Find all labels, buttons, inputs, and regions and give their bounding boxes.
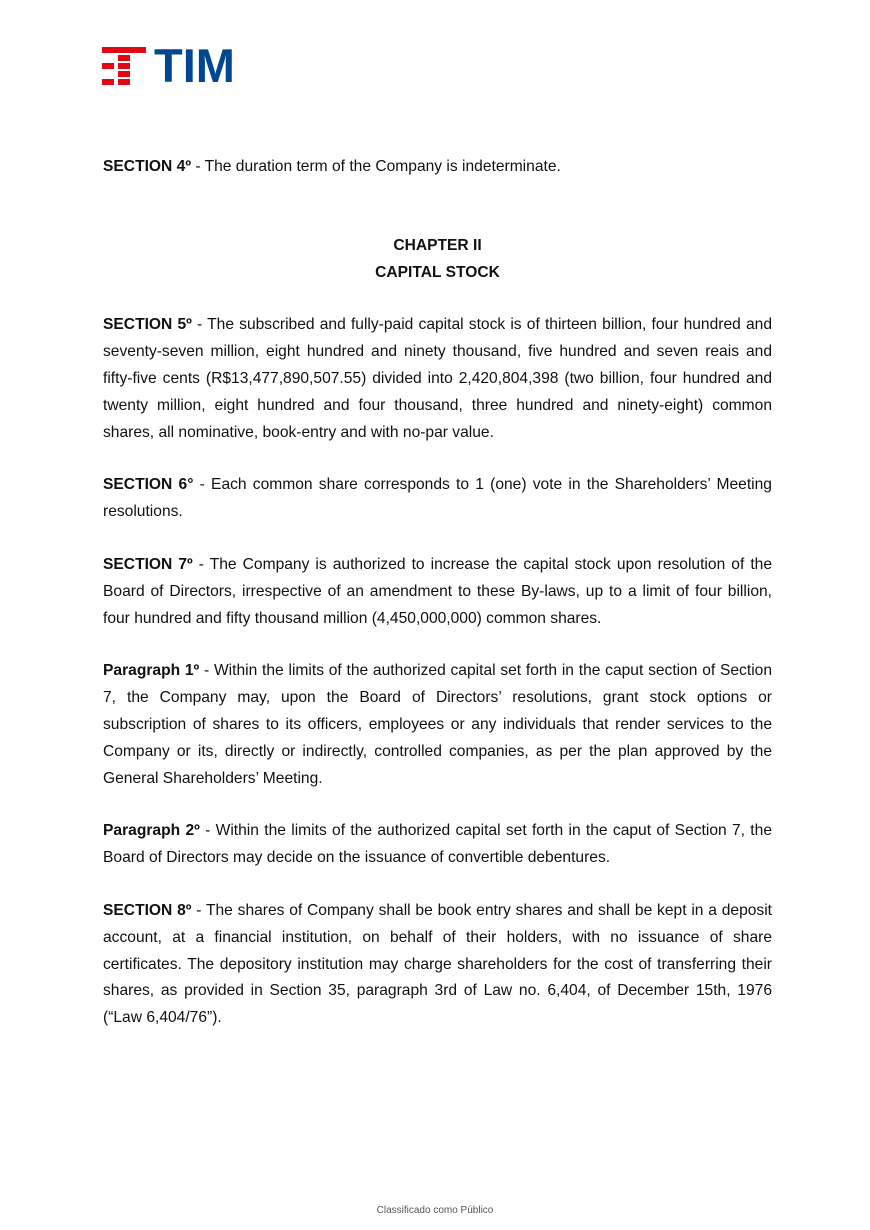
tim-logo-icon [102, 47, 146, 85]
paragraph-2 [103, 818, 772, 872]
chapter-number: CHAPTER II [393, 236, 482, 254]
paragraph-2-label: Paragraph 2º [103, 822, 200, 840]
section-8-label: SECTION 8º [103, 901, 192, 919]
chapter-heading [103, 233, 772, 287]
document-body [103, 154, 772, 1032]
classification-footer: Classificado como Público [376, 1205, 494, 1216]
section-5-text: - The subscribed and fully-paid capital stock is of thirteen billion, four hundred and seventy-seven million, eight hundred and ninety thousand, five hundred and seven reais and fifty-five cents (R$13,477,890,507.55) divided into 2,420,804,398 (two billion, four hundred and twenty million, eight hundred and four thousand, three hundred and ninety-eight) common shares, all nominative, book-entry and with no-par value. [103, 316, 772, 441]
section-4-label: SECTION 4º [103, 158, 192, 175]
paragraph-1-label: Paragraph 1º [103, 662, 200, 680]
chapter-title: CAPITAL STOCK [375, 263, 500, 281]
section-7-label: SECTION 7º [103, 555, 193, 573]
section-5-label: SECTION 5º [103, 316, 192, 334]
section-8-text: - The shares of Company shall be book entry shares and shall be kept in a deposit account, at a financial institution, on behalf of their holders, with no issuance of share certificates. The depository institution may charge shareholders for the cost of transferring their shares, as provided in Section 35, paragraph 3rd of Law no. 6,404, of December 15th, 1976 (“Law 6,404/76”). [103, 901, 773, 1027]
section-4-text: - The duration term of the Company is indeterminate. [191, 158, 561, 175]
paragraph-2-text: - Within the limits of the authorized capital set forth in the caput of Section 7, the Board of Directors may decide on the issuance of convertible debentures. [103, 822, 772, 867]
section-7-text: - The Company is authorized to increase the capital stock upon resolution of the Board of Directors, irrespective of an amendment to these By-laws, up to a limit of four billion, four hundred and fifty thousand million (4,450,000,000) common shares. [103, 555, 773, 627]
section-6-label: SECTION 6° [103, 476, 194, 494]
section-7 [103, 552, 772, 632]
paragraph-1-text: - Within the limits of the authorized capital set forth in the caput section of Section 7, the Company may, upon the Board of Directors’ resolutions, grant stock options or subscription of shares to its officers, employees or any individuals that render services to the Company or its, directly or indirectly, controlled companies, as per the plan approved by the General Shareholders’ Meeting. [103, 662, 772, 787]
section-5 [103, 312, 772, 446]
tim-logo-text: TIM [154, 39, 235, 92]
section-6 [103, 472, 772, 526]
section-8 [103, 898, 772, 1032]
section-6-text: - Each common share corresponds to 1 (one) vote in the Shareholders’ Meeting resolutions. [103, 476, 772, 521]
section-4 [103, 154, 772, 181]
tim-logo [102, 39, 235, 92]
paragraph-1 [103, 658, 772, 792]
